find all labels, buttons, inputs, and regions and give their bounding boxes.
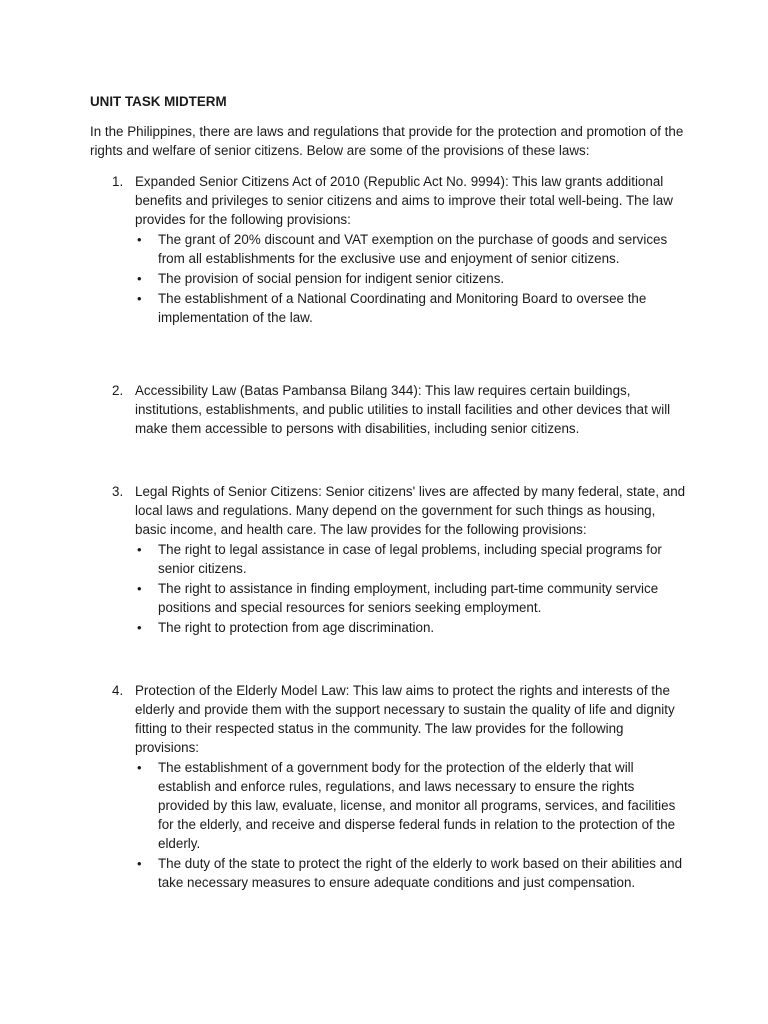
bullet-icon: • <box>137 581 142 596</box>
provision-item <box>135 618 688 637</box>
bullet-icon: • <box>137 542 142 557</box>
law-list <box>90 172 688 892</box>
law-item-1 <box>90 172 688 327</box>
document-title: UNIT TASK MIDTERM <box>90 94 227 109</box>
provision-item <box>135 579 688 617</box>
law-number: 4. <box>112 683 124 698</box>
provision-list <box>135 758 688 892</box>
law-description: Protection of the Elderly Model Law: This law aims to protect the rights and interests of the elderly and provide them with the support necessary to sustain the quality of life and dignity fitting to their respected status in the community. The law provides for the following provisions: <box>135 683 675 755</box>
provision-text: The right to protection from age discrimination. <box>158 620 435 635</box>
section-spacer <box>90 637 688 681</box>
provision-text: The grant of 20% discount and VAT exemption on the purchase of goods and services from all establishments for the exclusive use and enjoyment of senior citizens. <box>158 232 668 266</box>
provision-text: The duty of the state to protect the right of the elderly to work based on their abilities and take necessary measures to ensure adequate conditions and just compensation. <box>158 856 683 890</box>
provision-item <box>135 269 688 288</box>
section-spacer <box>90 438 688 482</box>
law-description: Expanded Senior Citizens Act of 2010 (Republic Act No. 9994): This law grants additional benefits and privileges to senior citizens and aims to improve their total well-being. The law provides for the following provisions: <box>135 174 673 227</box>
provision-text: The right to legal assistance in case of legal problems, including special programs for senior citizens. <box>158 542 662 576</box>
bullet-icon: • <box>137 760 142 775</box>
provision-text: The right to assistance in finding employment, including part-time community service positions and special resources for seniors seeking employment. <box>158 581 659 615</box>
law-number: 3. <box>112 484 124 499</box>
law-number: 2. <box>112 383 124 398</box>
bullet-icon: • <box>137 620 142 635</box>
provision-item <box>135 540 688 578</box>
provision-list <box>135 540 688 637</box>
law-item-2 <box>90 381 688 438</box>
law-description: Accessibility Law (Batas Pambansa Bilang 344): This law requires certain buildings, institutions, establishments, and public utilities to install facilities and other devices that will make them accessible to persons with disabilities, including senior citizens. <box>135 383 671 436</box>
provision-text: The establishment of a government body for the protection of the elderly that will establish and enforce rules, regulations, and laws necessary to ensure the rights provided by this law, evaluate, license, and monitor all programs, services, and facilities for the elderly, and receive and disperse federal funds in relation to the protection of the elderly. <box>158 760 676 851</box>
bullet-icon: • <box>137 291 142 306</box>
provision-item <box>135 230 688 268</box>
law-number: 1. <box>112 174 124 189</box>
bullet-icon: • <box>137 232 142 247</box>
section-spacer <box>90 327 688 381</box>
intro-paragraph: In the Philippines, there are laws and regulations that provide for the protection and promotion of the rights and welfare of senior citizens. Below are some of the provisions of these laws: <box>90 124 684 158</box>
law-description: Legal Rights of Senior Citizens: Senior citizens' lives are affected by many federal, state, and local laws and regulations. Many depend on the government for such things as housing, basic income, and health care. The law provides for the following provisions: <box>135 484 686 537</box>
provision-text: The establishment of a National Coordinating and Monitoring Board to oversee the implementation of the law. <box>158 291 647 325</box>
provision-item <box>135 289 688 327</box>
bullet-icon: • <box>137 271 142 286</box>
law-item-4 <box>90 681 688 892</box>
bullet-icon: • <box>137 856 142 871</box>
provision-text: The provision of social pension for indigent senior citizens. <box>158 271 505 286</box>
provision-list <box>135 230 688 327</box>
law-item-3 <box>90 482 688 637</box>
provision-item <box>135 854 688 892</box>
provision-item <box>135 758 688 853</box>
